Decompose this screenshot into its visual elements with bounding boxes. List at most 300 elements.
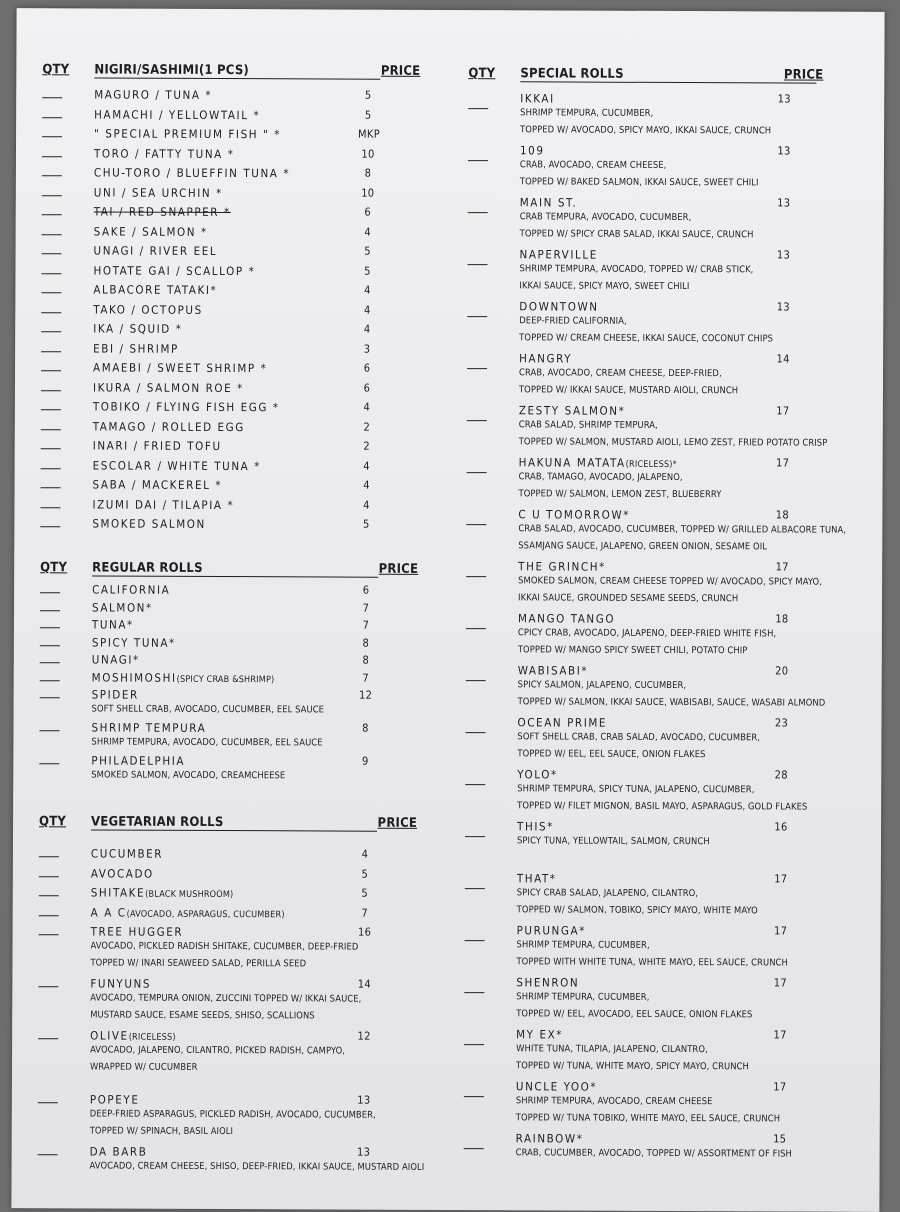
item-name — [517, 819, 554, 833]
item-name-text: RAINBOW* — [515, 1131, 584, 1146]
qty-blank[interactable] — [41, 409, 61, 410]
item-price: 14 — [776, 352, 790, 366]
item-description: DEEP-FRIED ASPARAGUS, PICKLED RADISH, AVOCADO, CUCUMBER, TOPPED W/ SPINACH, BASIL AIOLI — [89, 1108, 376, 1137]
item-price: 7 — [362, 618, 370, 632]
item-price: 6 — [363, 361, 371, 375]
menu-item — [464, 455, 859, 509]
qty-blank[interactable] — [466, 524, 486, 525]
item-name — [93, 360, 267, 375]
menu-item — [38, 635, 418, 654]
item-description: SPICY TUNA, YELLOWTAIL, SALMON, CRUNCH — [516, 835, 710, 848]
qty-blank[interactable] — [464, 1096, 484, 1097]
qty-blank[interactable] — [41, 390, 61, 391]
right-column — [467, 10, 862, 1160]
item-name-text: HAMACHI / YELLOWTAIL * — [94, 106, 261, 122]
item-name — [93, 399, 280, 414]
menu-item — [40, 204, 420, 225]
regular-title: REGULAR ROLLS — [92, 560, 378, 577]
menu-item — [465, 247, 860, 301]
qty-blank[interactable] — [466, 680, 486, 681]
item-name — [93, 282, 217, 297]
item-name — [90, 1028, 176, 1042]
item-name-text: PHILADELPHIA — [91, 753, 186, 768]
item-name-text: EBI / SHRIMP — [93, 340, 179, 356]
qty-header: QTY — [42, 62, 70, 78]
menu-item — [461, 1131, 856, 1185]
item-price: 3 — [363, 342, 371, 356]
item-name — [516, 1079, 597, 1093]
item-name-text: SHITAKE — [90, 885, 146, 900]
menu-item — [38, 477, 418, 498]
item-name — [92, 635, 176, 649]
qty-blank[interactable] — [41, 370, 61, 371]
menu-item — [40, 165, 420, 186]
item-price: 23 — [774, 716, 789, 730]
qty-blank[interactable] — [39, 876, 59, 877]
item-description: CRAB SALAD, AVOCADO, CUCUMBER, TOPPED W/ GRILLED ALBACORE TUNA, SSAMJANG SAUCE, JALAPENO, GREEN ONION, SESAME OIL — [518, 523, 847, 552]
qty-header: QTY — [468, 66, 496, 82]
item-name-text: SHRIMP TEMPURA — [91, 720, 207, 735]
item-name-text: TAI / RED SNAPPER * — [93, 204, 231, 220]
item-price: 5 — [364, 264, 371, 278]
price-header: PRICE — [378, 561, 419, 577]
item-price: 18 — [775, 612, 789, 626]
item-price: 4 — [363, 400, 371, 414]
menu-item — [40, 224, 420, 245]
item-name-text: IKURA / SALMON ROE * — [92, 379, 244, 395]
menu-item — [462, 1027, 857, 1081]
qty-blank[interactable] — [41, 487, 61, 488]
item-name — [518, 507, 630, 521]
price-header: PRICE — [783, 67, 824, 83]
item-price: 12 — [358, 688, 373, 702]
item-price: 13 — [777, 144, 791, 158]
item-description: CPICY CRAB, AVOCADO, JALAPENO, DEEP-FRIED WHITE FISH, TOPPED W/ MANGO SPICY SWEET CHILI, POTATO CHIP — [517, 627, 777, 656]
menu-item — [462, 923, 857, 977]
item-name-text: OCEAN PRIME — [517, 715, 608, 730]
item-name-text: A A C — [90, 904, 127, 920]
qty-blank[interactable] — [41, 351, 61, 352]
qty-blank[interactable] — [39, 730, 59, 731]
item-description: SMOKED SALMON, AVOCADO, CREAMCHEESE — [91, 769, 286, 782]
menu-item — [466, 195, 861, 249]
menu-item — [464, 663, 859, 717]
nigiri-header — [40, 62, 420, 86]
item-name-text: SALMON* — [91, 599, 153, 615]
menu-item — [39, 341, 419, 362]
menu-item — [38, 670, 418, 689]
qty-blank[interactable] — [465, 784, 485, 785]
item-description: WHITE TUNA, TILAPIA, JALAPENO, CILANTRO, TOPPED W/ TUNA, WHITE MAYO, SPICY MAYO, CRUNCH — [515, 1043, 749, 1072]
vegetarian-list — [36, 846, 425, 1173]
item-name-text: MANGO TANGO — [517, 611, 616, 626]
qty-blank[interactable] — [40, 645, 60, 646]
qty-blank[interactable] — [40, 610, 60, 611]
special-section — [461, 66, 861, 1185]
qty-blank[interactable] — [466, 576, 486, 577]
vegetarian-header — [37, 814, 417, 838]
qty-blank[interactable] — [40, 680, 60, 681]
vegetarian-title: VEGETARIAN ROLLS — [91, 814, 377, 831]
menu-item — [463, 767, 858, 821]
qty-header: QTY — [39, 814, 67, 830]
item-name-text: IKA / SQUID * — [93, 321, 183, 336]
item-name-text: ESCOLAR / WHITE TUNA * — [92, 457, 262, 473]
menu-item — [464, 611, 859, 665]
item-name-text: WABISABI* — [517, 663, 589, 678]
item-price: 2 — [363, 439, 371, 453]
item-description: SHRIMP TEMPURA, CUCUMBER, TOPPED WITH WHITE TUNA, WHITE MAYO, EEL SAUCE, CRUNCH — [516, 939, 788, 968]
item-price: 4 — [363, 498, 370, 512]
item-price: 28 — [774, 768, 788, 782]
item-description: CRAB TEMPURA, AVOCADO, CUCUMBER, TOPPED W/ SPICY CRAB SALAD, IKKAI SAUCE, CRUNCH — [519, 211, 754, 240]
qty-blank[interactable] — [466, 628, 486, 629]
item-price: 6 — [364, 205, 372, 219]
regular-header — [38, 560, 418, 584]
menu-item — [36, 1028, 416, 1094]
item-description: DEEP-FRIED CALIFORNIA, TOPPED W/ CREAM CHEESE, IKKAI SAUCE, COCONUT CHIPS — [519, 315, 774, 344]
menu-item — [39, 321, 419, 342]
item-name — [516, 1131, 584, 1145]
menu-item — [39, 438, 419, 459]
item-price: 17 — [773, 1080, 787, 1094]
menu-item — [38, 652, 418, 671]
qty-blank[interactable] — [40, 592, 60, 593]
item-description: SHRIMP TEMPURA, CUCUMBER, TOPPED W/ AVOCADO, SPICY MAYO, IKKAI SAUCE, CRUNCH — [520, 107, 772, 136]
item-description: SOFT SHELL CRAB, CRAB SALAD, AVOCADO, CUCUMBER, TOPPED W/ EEL, EEL SAUCE, ONION FLAKES — [517, 731, 761, 760]
qty-blank[interactable] — [42, 117, 62, 118]
item-name-text: IKKAI — [520, 91, 555, 106]
menu-item — [39, 282, 419, 303]
menu-item — [39, 360, 419, 381]
item-name — [91, 753, 185, 767]
qty-blank[interactable] — [467, 316, 487, 317]
item-name-text: TREE HUGGER — [90, 924, 184, 939]
qty-blank[interactable] — [38, 1154, 58, 1155]
item-name — [92, 497, 234, 512]
item-name-text: HANGRY — [519, 351, 573, 366]
qty-blank[interactable] — [465, 888, 485, 889]
item-price: 13 — [777, 196, 791, 210]
menu-item — [37, 866, 417, 887]
item-name — [90, 1092, 140, 1106]
item-name — [92, 617, 134, 631]
qty-blank[interactable] — [40, 662, 60, 663]
item-name — [93, 302, 203, 316]
qty-blank[interactable] — [467, 420, 487, 421]
item-name-text: SABA / MACKEREL * — [92, 477, 223, 493]
menu-item — [38, 600, 418, 619]
qty-blank[interactable] — [41, 292, 61, 293]
item-name — [94, 185, 223, 200]
qty-blank[interactable] — [38, 1038, 58, 1039]
item-name — [519, 351, 572, 365]
special-title: SPECIAL ROLLS — [520, 66, 816, 83]
qty-blank[interactable] — [467, 472, 487, 473]
menu-item — [36, 1144, 425, 1173]
menu-item — [39, 399, 419, 420]
qty-blank[interactable] — [465, 940, 485, 941]
qty-blank[interactable] — [40, 697, 60, 698]
left-column — [39, 8, 425, 1173]
price-header: PRICE — [380, 63, 421, 79]
item-description: CRAB, AVOCADO, CREAM CHEESE, TOPPED W/ BAKED SALMON, IKKAI SAUCE, SWEET CHILI — [519, 159, 759, 188]
item-name-text: IZUMI DAI / TILAPIA * — [92, 496, 235, 512]
qty-blank[interactable] — [41, 331, 61, 332]
item-name — [94, 126, 281, 141]
qty-blank[interactable] — [38, 986, 58, 987]
special-header — [466, 66, 861, 90]
item-name — [520, 143, 545, 157]
item-description: SHRIMP TEMPURA, CUCUMBER, TOPPED W/ EEL, AVOCADO, EEL SAUCE, ONION FLAKES — [516, 991, 753, 1020]
qty-blank[interactable] — [39, 763, 59, 764]
item-name — [93, 458, 261, 473]
menu-item — [465, 299, 860, 353]
item-name — [94, 107, 260, 122]
menu-item — [38, 497, 418, 518]
item-name-text: UNCLE YOO* — [515, 1079, 598, 1094]
menu-item — [464, 507, 859, 561]
item-name — [93, 438, 222, 453]
menu-item — [40, 87, 420, 108]
item-price: 13 — [776, 248, 791, 262]
qty-blank[interactable] — [42, 253, 62, 254]
item-name-text: 109 — [519, 143, 545, 158]
qty-blank[interactable] — [38, 1102, 58, 1103]
item-name — [517, 923, 586, 937]
item-price: 4 — [363, 459, 370, 473]
item-name-text: MOSHIMOSHI — [91, 669, 177, 685]
qty-blank[interactable] — [468, 108, 488, 109]
item-name — [92, 600, 153, 614]
menu-item — [463, 871, 858, 925]
qty-blank[interactable] — [42, 156, 62, 157]
qty-blank[interactable] — [40, 526, 60, 527]
item-name — [519, 403, 626, 417]
item-name — [91, 924, 184, 938]
qty-blank[interactable] — [39, 856, 59, 857]
item-name-text: SPIDER — [91, 687, 139, 702]
item-price: 7 — [361, 906, 369, 920]
qty-blank[interactable] — [464, 1044, 484, 1045]
item-price: 5 — [364, 244, 371, 258]
menu-item — [40, 126, 420, 147]
qty-blank[interactable] — [42, 195, 62, 196]
item-price: 7 — [362, 671, 370, 685]
item-description: SOFT SHELL CRAB, AVOCADO, CUCUMBER, EEL SAUCE — [91, 703, 325, 716]
item-name-text: YOLO* — [517, 767, 558, 782]
item-price: 16 — [357, 925, 372, 939]
menu-item — [39, 458, 419, 479]
item-name — [519, 299, 598, 313]
item-price: 4 — [363, 478, 370, 492]
menu-item — [38, 687, 418, 722]
qty-blank[interactable] — [465, 836, 485, 837]
item-price: 2 — [363, 420, 371, 434]
item-price: 8 — [362, 721, 369, 735]
item-name — [92, 670, 275, 685]
item-description: SHRIMP TEMPURA, AVOCADO, CREAM CHEESE TOPPED W/ TUNA TOBIKO, WHITE MAYO, EEL SAUCE, CRUNCH — [515, 1095, 781, 1124]
item-price: 5 — [364, 108, 372, 122]
item-name-note: (BLACK MUSHROOM) — [145, 889, 234, 901]
qty-blank[interactable] — [41, 448, 61, 449]
item-name — [93, 380, 244, 395]
item-name — [516, 1027, 563, 1041]
qty-blank[interactable] — [41, 429, 61, 430]
menu-item — [466, 143, 861, 197]
item-name — [92, 516, 206, 530]
qty-blank[interactable] — [41, 312, 61, 313]
item-name-text: " SPECIAL PREMIUM FISH " * — [94, 126, 282, 142]
item-description: SPICY CRAB SALAD, JALAPENO, CILANTRO, TOPPED W/ SALMON, TOBIKO, SPICY MAYO, WHITE MAYO — [516, 887, 758, 916]
qty-header: QTY — [40, 560, 68, 576]
item-description: CRAB, AVOCADO, CREAM CHEESE, DEEP-FRIED, TOPPED W/ IKKAI SAUCE, MUSTARD AIOLI, CRUNCH — [518, 367, 739, 396]
menu-item — [37, 846, 417, 867]
item-name — [91, 846, 163, 860]
qty-blank[interactable] — [465, 732, 485, 733]
item-name-text: UNAGI* — [91, 652, 140, 667]
item-name-text: AMAEBI / SWEET SHRIMP * — [93, 360, 268, 376]
item-name-text: UNI / SEA URCHIN * — [93, 184, 223, 200]
qty-blank[interactable] — [39, 934, 59, 935]
item-name — [517, 871, 557, 885]
item-name — [93, 419, 245, 434]
item-name-text: FUNYUNS — [90, 976, 152, 991]
item-name-text: MAIN ST. — [519, 195, 578, 210]
item-description: SHRIMP TEMPURA, AVOCADO, CUCUMBER, EEL SAUCE — [91, 736, 323, 749]
menu-item — [40, 107, 420, 128]
menu-sheet — [11, 8, 884, 1212]
item-name — [90, 1144, 148, 1158]
item-name-text: POPEYE — [89, 1092, 140, 1107]
item-price: MKP — [358, 127, 381, 141]
menu-item — [36, 1092, 416, 1146]
qty-blank[interactable] — [468, 212, 488, 213]
item-name-text: MY EX* — [516, 1027, 564, 1042]
item-price: 17 — [773, 1028, 787, 1042]
item-name-text: TUNA* — [91, 617, 134, 632]
qty-blank[interactable] — [468, 264, 488, 265]
item-name-text: SPICY TUNA* — [91, 634, 176, 650]
qty-blank[interactable] — [40, 627, 60, 628]
item-price: 16 — [774, 820, 788, 834]
qty-blank[interactable] — [42, 234, 62, 235]
qty-blank[interactable] — [42, 214, 62, 215]
item-price: 20 — [775, 664, 789, 678]
item-price: 17 — [776, 404, 790, 418]
item-name-text: CUCUMBER — [90, 846, 164, 861]
item-name-text: SMOKED SALMON — [92, 516, 206, 531]
qty-blank[interactable] — [467, 368, 487, 369]
item-description: AVOCADO, TEMPURA ONION, ZUCCINI TOPPED W/ IKKAI SAUCE, MUSTARD SAUCE, ESAME SEEDS, SHISO, SCALLIONS — [90, 992, 362, 1021]
item-name — [91, 720, 206, 735]
item-description: CRAB, TAMAGO, AVOCADO, JALAPENO, TOPPED W/ SALMON, LEMON ZEST, BLUEBERRY — [518, 471, 722, 500]
item-name — [519, 455, 677, 470]
item-name-text: OLIVE — [90, 1028, 129, 1043]
item-description: AVOCADO, CREAM CHEESE, SHISO, DEEP-FRIED, IKKAI SAUCE, MUSTARD AIOLI — [89, 1160, 425, 1173]
qty-blank[interactable] — [42, 136, 62, 137]
qty-blank[interactable] — [468, 160, 488, 161]
item-name — [518, 611, 615, 625]
menu-item — [38, 582, 418, 601]
item-name — [94, 165, 290, 180]
qty-blank[interactable] — [41, 468, 61, 469]
nigiri-section — [38, 62, 420, 537]
item-price: 13 — [777, 92, 791, 106]
item-name-text: TAMAGO / ROLLED EGG — [92, 418, 245, 434]
menu-item — [465, 351, 860, 405]
item-price: 18 — [775, 508, 790, 522]
item-price: 5 — [364, 88, 372, 102]
item-name-text: DA BARB — [89, 1144, 148, 1159]
menu-item — [39, 380, 419, 401]
item-name-text: TOBIKO / FLYING FISH EGG * — [92, 399, 280, 415]
menu-item — [465, 403, 860, 457]
item-price: 8 — [364, 166, 372, 180]
qty-blank[interactable] — [39, 915, 59, 916]
qty-blank[interactable] — [41, 273, 61, 274]
menu-item — [39, 263, 419, 284]
item-name-note: (SPICY CRAB &SHRIMP) — [176, 674, 275, 685]
item-description: AVOCADO, JALAPENO, CILANTRO, PICKED RADISH, CAMPYO, WRAPPED W/ CUCUMBER — [89, 1044, 346, 1073]
qty-blank[interactable] — [40, 507, 60, 508]
qty-blank[interactable] — [42, 175, 62, 176]
qty-blank[interactable] — [39, 895, 59, 896]
qty-blank[interactable] — [42, 97, 62, 98]
item-price: 4 — [361, 847, 369, 861]
menu-item — [462, 975, 857, 1029]
item-name-text: ZESTY SALMON* — [518, 403, 626, 418]
item-name — [92, 687, 139, 701]
item-price: 12 — [357, 1029, 371, 1043]
item-price: 8 — [362, 653, 370, 667]
qty-blank[interactable] — [464, 1148, 484, 1149]
item-name-text: MAGURO / TUNA * — [94, 87, 213, 102]
menu-item — [40, 243, 420, 264]
menu-item — [36, 924, 416, 978]
item-description: SMOKED SALMON, CREAM CHEESE TOPPED W/ AVOCADO, SPICY MAYO, IKKAI SAUCE, GROUNDED SESAME SEEDS, CRUNCH — [518, 575, 823, 604]
item-name-note: (RICELESS)* — [625, 459, 677, 470]
item-name — [94, 243, 218, 258]
item-name-text: CALIFORNIA — [92, 582, 171, 597]
item-description: CRAB, CUCUMBER, AVOCADO, TOPPED W/ ASSORTMENT OF FISH — [515, 1147, 792, 1160]
item-name-text: SHENRON — [516, 975, 580, 990]
item-name — [93, 477, 223, 492]
item-name-text: HOTATE GAI / SCALLOP * — [93, 262, 256, 278]
item-price: 9 — [361, 754, 369, 768]
item-name — [94, 146, 235, 161]
regular-section — [37, 560, 418, 788]
qty-blank[interactable] — [464, 992, 484, 993]
item-name-note: (RICELESS) — [128, 1032, 176, 1043]
item-name — [91, 866, 154, 880]
item-name-text: TAKO / OCTOPUS — [93, 301, 203, 317]
item-price: 17 — [775, 560, 789, 574]
menu-item — [39, 419, 419, 440]
item-name-text: UNAGI / RIVER EEL — [93, 243, 218, 258]
item-name — [516, 975, 579, 989]
item-name-text: DOWNTOWN — [519, 299, 599, 314]
item-description: SHRIMP TEMPURA, SPICY TUNA, JALAPENO, CUCUMBER, TOPPED W/ FILET MIGNON, BASIL MAYO, ASPARAGUS, GOLD FLAKES — [517, 783, 808, 813]
item-description: SHRIMP TEMPURA, AVOCADO, TOPPED W/ CRAB STICK, IKKAI SAUCE, SPICY MAYO, SWEET CHILI — [519, 263, 754, 292]
item-name — [92, 652, 140, 666]
menu-item — [37, 905, 417, 926]
menu-item — [466, 91, 861, 145]
item-price: 13 — [356, 1145, 371, 1159]
regular-list — [37, 582, 418, 788]
item-name — [94, 224, 208, 238]
item-name — [93, 263, 255, 278]
